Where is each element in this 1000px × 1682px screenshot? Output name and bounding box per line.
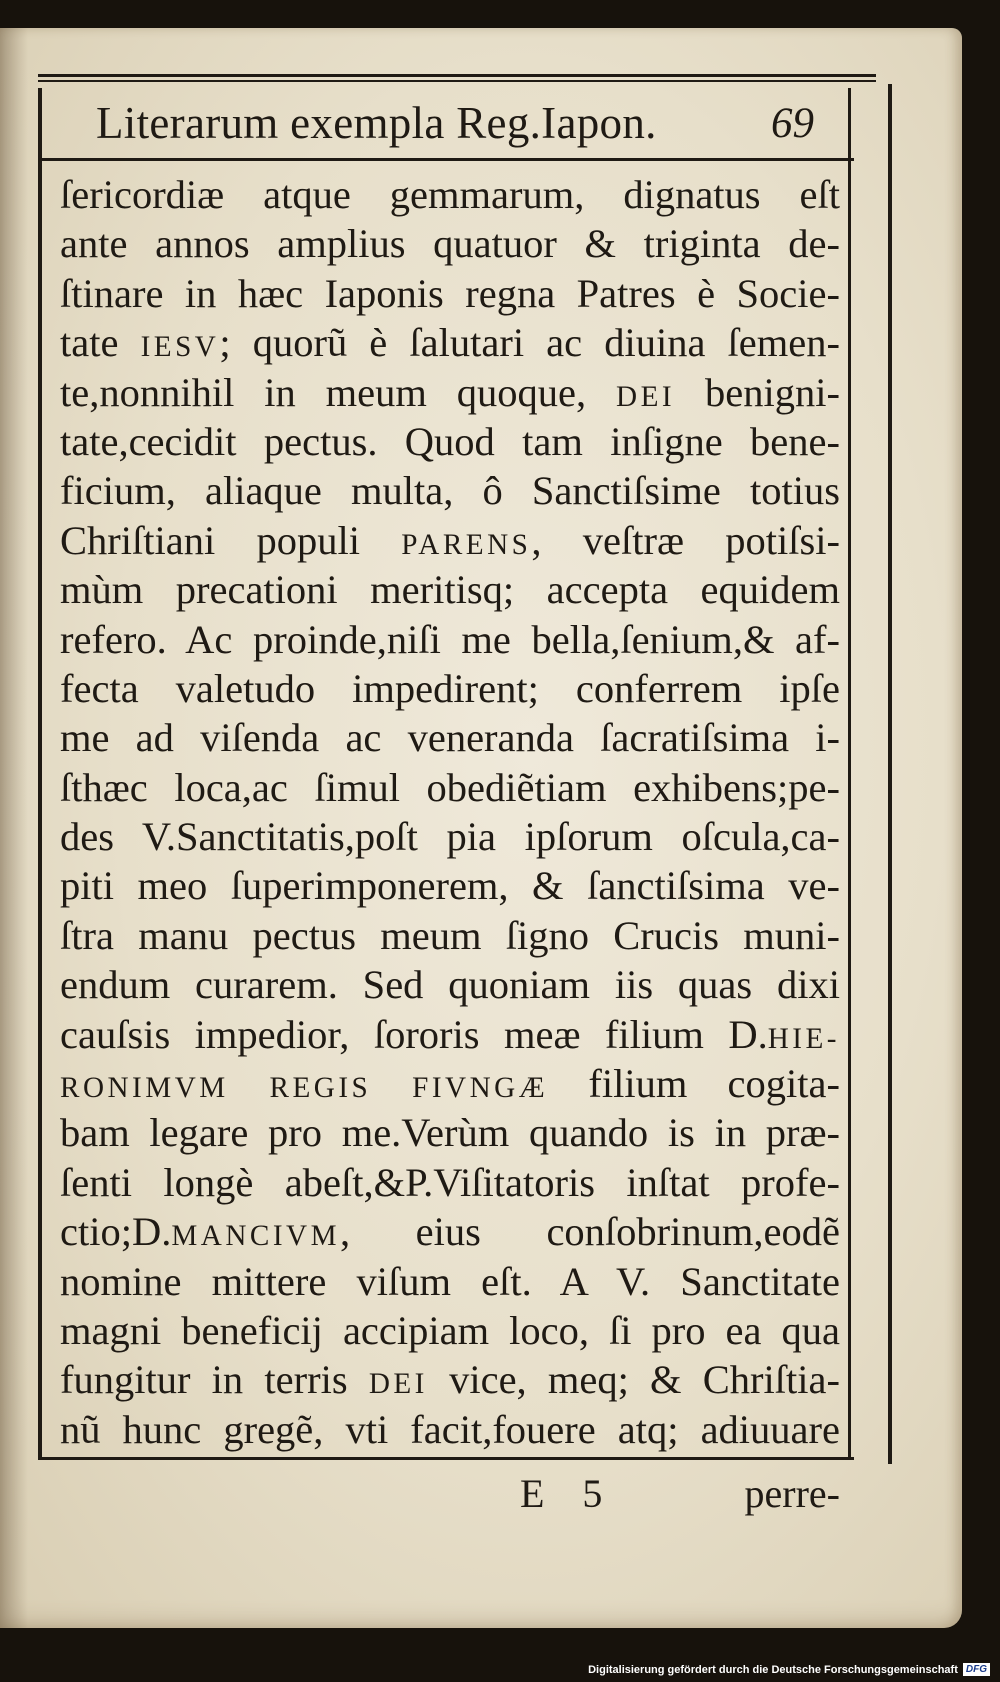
small-caps-segment: PARENS — [401, 528, 532, 561]
text-segment: cauſsis impedior, ſororis meæ filium D. — [60, 1011, 768, 1057]
text-segment: magni beneficij accipiam loco, ſi pro ea qua — [60, 1307, 840, 1353]
spine-shadow — [0, 28, 28, 1628]
small-caps-segment: DEI — [368, 1368, 428, 1401]
text-segment: vice, meq; & Chriſtia- — [427, 1357, 840, 1403]
text-segment: benigni- — [675, 369, 840, 415]
header-rule — [38, 158, 854, 161]
text-segment: ctio;D. — [60, 1209, 172, 1255]
text-line — [60, 417, 840, 466]
text-segment: nũ hunc gregẽ, vti facit,fouere atq; adiuuare — [60, 1406, 840, 1452]
text-segment: ſericordiæ atque gemmarum, dignatus eſt — [60, 172, 840, 217]
text-line — [60, 170, 840, 219]
text-line — [60, 1405, 840, 1454]
text-segment: me ad viſenda ac veneranda ſacratiſsima i- — [60, 715, 840, 761]
body-text — [60, 170, 840, 1454]
text-line — [60, 1306, 840, 1355]
text-segment: ſenti longè abeſt,&P.Viſitatoris inſtat profe- — [60, 1159, 840, 1205]
small-caps-segment: MANCIVM — [171, 1220, 341, 1253]
text-line — [60, 615, 840, 664]
text-line — [60, 269, 840, 318]
text-segment: ; quorũ è ſalutari ac diuina ſemen- — [219, 320, 840, 366]
text-line — [60, 960, 840, 1009]
text-line — [60, 318, 840, 367]
page-footer — [60, 1470, 840, 1530]
top-double-rule-upper — [38, 74, 876, 77]
text-segment: ficium, aliaque multa, ô Sanctiſsime totius — [60, 468, 840, 514]
running-title: Literarum exempla Reg.Iapon. — [96, 98, 657, 148]
right-frame-outer-rule — [888, 84, 892, 1464]
text-segment: Chriſtiani populi — [60, 517, 402, 563]
text-line — [60, 1257, 840, 1306]
page-header — [96, 88, 826, 158]
text-line — [60, 466, 840, 515]
text-line — [60, 812, 840, 861]
text-segment: ſtinare in hæc Iaponis regna Patres è Socie- — [60, 270, 840, 316]
text-line — [60, 911, 840, 960]
text-segment: tate — [60, 320, 141, 366]
text-segment: tate,cecidit pectus. Quod tam inſigne bene- — [60, 418, 840, 464]
text-segment: fungitur in terris — [60, 1357, 369, 1403]
text-line — [60, 219, 840, 268]
top-double-rule-lower — [38, 80, 876, 82]
small-caps-segment: RONIMVM REGIS FIVNGÆ — [60, 1072, 549, 1105]
catchword: perre- — [744, 1471, 840, 1516]
text-segment: mùm precationi meritisq; accepta equidem — [60, 567, 840, 613]
text-line — [60, 1010, 840, 1059]
signature-mark: E 5 — [520, 1471, 617, 1516]
text-segment: , eius conſobrinum,eodẽ — [340, 1209, 840, 1255]
text-line — [60, 713, 840, 762]
page-number: 69 — [771, 99, 814, 147]
text-segment: ſthæc loca,ac ſimul obediẽtiam exhibens;pe- — [60, 764, 840, 810]
right-frame-inner-rule — [848, 88, 851, 1460]
text-segment: des V.Sanctitatis,poſt pia ipſorum oſcula,ca- — [60, 814, 840, 860]
text-line — [60, 763, 840, 812]
text-line — [60, 1158, 840, 1207]
text-line — [60, 565, 840, 614]
digitization-credit — [588, 1663, 990, 1676]
text-segment: te,nonnihil in meum quoque, — [60, 369, 617, 415]
credit-text: Digitalisierung gefördert durch die Deutsche Forschungsgemeinschaft — [588, 1663, 958, 1676]
text-segment: endum curarem. Sed quoniam iis quas dixi — [60, 962, 840, 1008]
text-line — [60, 664, 840, 713]
dfg-logo: DFG — [963, 1663, 990, 1676]
bottom-rule — [38, 1457, 854, 1460]
text-line — [60, 368, 840, 417]
small-caps-segment: HIE- — [767, 1022, 840, 1055]
text-line — [60, 1108, 840, 1157]
text-segment: bam legare pro me.Verùm quando is in præ- — [60, 1110, 840, 1156]
text-line — [60, 1207, 840, 1256]
text-segment: fecta valetudo impedirent; conferrem ipſe — [60, 665, 840, 711]
text-segment: piti meo ſuperimponerem, & ſanctiſsima ve- — [60, 863, 840, 909]
text-segment: , veſtræ potiſsi- — [531, 517, 840, 563]
text-segment: refero. Ac proinde,niſi me bella,ſenium,& af- — [60, 616, 840, 662]
text-line — [60, 861, 840, 910]
text-line — [60, 1355, 840, 1404]
small-caps-segment: IESV — [140, 331, 220, 364]
text-segment: nomine mittere viſum eſt. A V. Sanctitate — [60, 1258, 840, 1304]
text-segment: filium cogita- — [548, 1061, 840, 1107]
text-line — [60, 1059, 840, 1108]
text-line — [60, 516, 840, 565]
text-segment: ante annos amplius quatuor & triginta de- — [60, 221, 840, 267]
left-frame-rule — [38, 88, 42, 1460]
small-caps-segment: DEI — [616, 380, 676, 413]
text-segment: ſtra manu pectus meum ſigno Crucis muni- — [60, 912, 840, 958]
